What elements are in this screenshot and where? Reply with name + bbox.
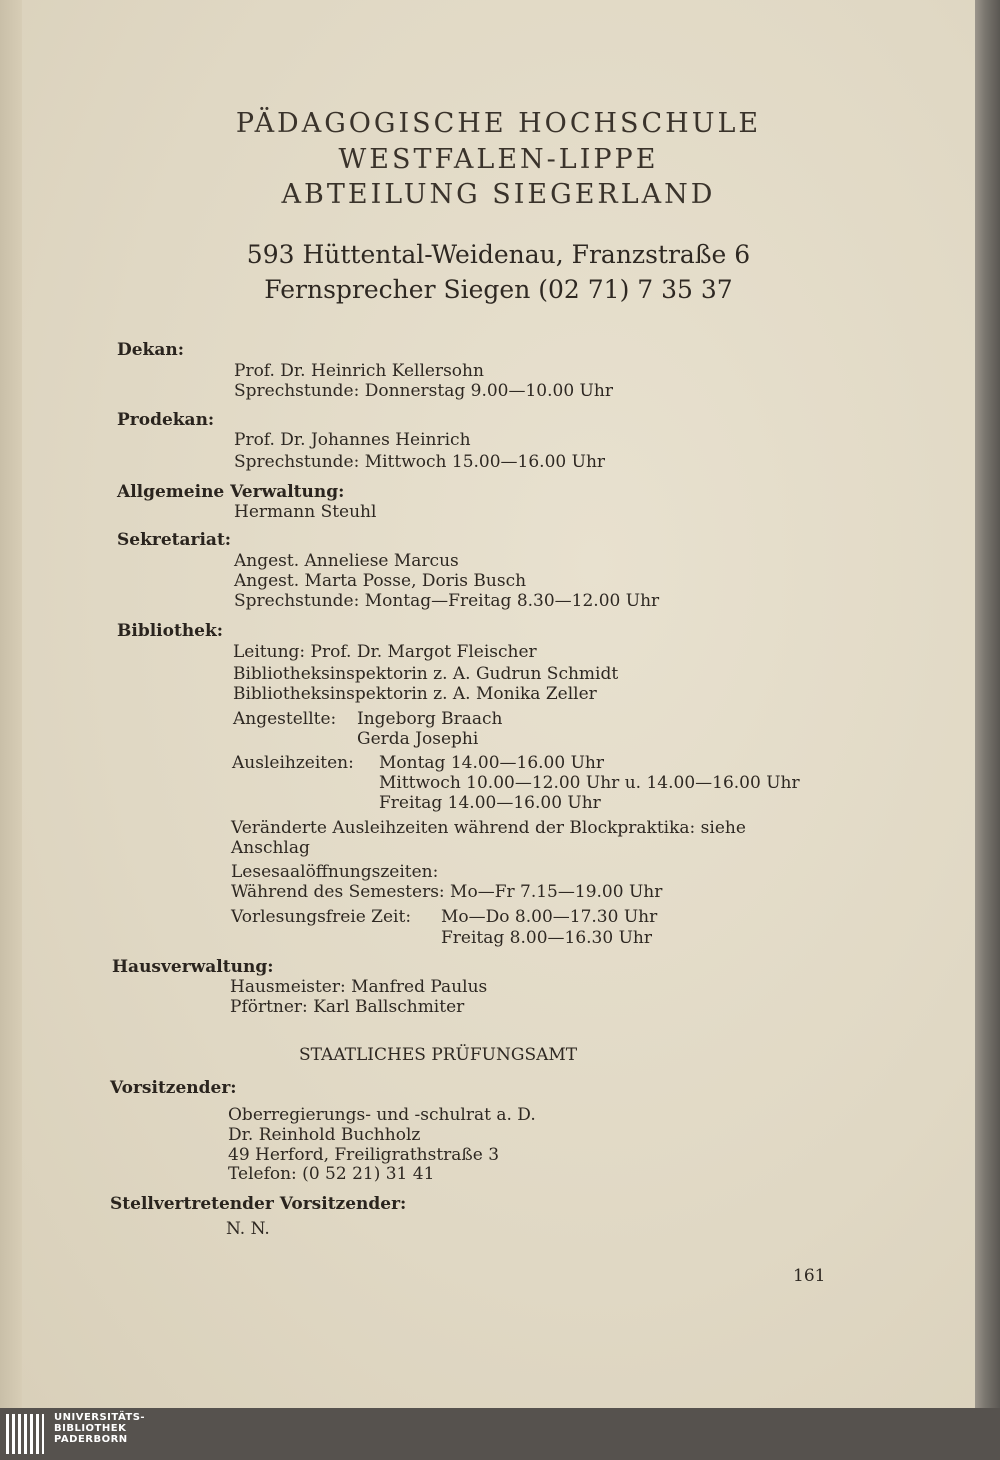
ausleih-mittwoch: Mittwoch 10.00—12.00 Uhr u. 14.00—16.00 Uhr (379, 773, 800, 793)
verwaltung-label: Allgemeine Verwaltung: (117, 482, 345, 502)
pfoertner: Pförtner: Karl Ballschmiter (230, 997, 465, 1017)
lesesaal-semester: Während des Semesters: Mo—Fr 7.15—19.00 Uhr (231, 882, 663, 902)
footer-bar (0, 1408, 1000, 1460)
sekretariat-line-2: Angest. Marta Posse, Doris Busch (234, 571, 527, 591)
vorlesungsfrei-mo-do: Mo—Do 8.00—17.30 Uhr (441, 907, 658, 927)
bibliothek-inspektorin-1: Bibliotheksinspektorin z. A. Gudrun Schmidt (233, 664, 619, 684)
verwaltung-name: Hermann Steuhl (234, 502, 377, 522)
sekretariat-line-1: Angest. Anneliese Marcus (234, 551, 459, 571)
ausleih-label: Ausleihzeiten: (232, 753, 354, 773)
page-edge (975, 0, 1000, 1408)
vorlesungsfrei-label: Vorlesungsfreie Zeit: (231, 907, 412, 927)
hausmeister: Hausmeister: Manfred Paulus (230, 977, 488, 997)
vorsitzender-telefon: Telefon: (0 52 21) 31 41 (228, 1164, 435, 1184)
prodekan-label: Prodekan: (117, 410, 215, 430)
stellvertreter-label: Stellvertretender Vorsitzender: (110, 1194, 407, 1214)
bibliothek-inspektorin-2: Bibliotheksinspektorin z. A. Monika Zeller (233, 684, 597, 704)
book-page (22, 0, 975, 1408)
library-logo-icon (6, 1414, 44, 1454)
dekan-label: Dekan: (117, 340, 184, 360)
ausleih-montag: Montag 14.00—16.00 Uhr (379, 753, 604, 773)
logo-line-1: UNIVERSITÄTS- (54, 1412, 146, 1423)
prodekan-name: Prof. Dr. Johannes Heinrich (234, 430, 471, 450)
blockpraktika-line-2: Anschlag (231, 838, 310, 858)
header-line-3: ABTEILUNG SIEGERLAND (281, 179, 716, 210)
dekan-name: Prof. Dr. Heinrich Kellersohn (234, 361, 484, 381)
header-phone: Fernsprecher Siegen (02 71) 7 35 37 (264, 275, 733, 304)
pruefungsamt-title: STAATLICHES PRÜFUNGSAMT (299, 1045, 578, 1065)
angestellte-1: Ingeborg Braach (357, 709, 503, 729)
header-line-2: WESTFALEN-LIPPE (338, 144, 659, 175)
book-spine (0, 0, 22, 1408)
angestellte-2: Gerda Josephi (357, 729, 479, 749)
bibliothek-label: Bibliothek: (117, 621, 224, 641)
vorsitzender-label: Vorsitzender: (110, 1078, 237, 1098)
vorsitzender-line-3: 49 Herford, Freiligrathstraße 3 (228, 1145, 500, 1165)
page-number: 161 (793, 1266, 826, 1286)
vorsitzender-line-1: Oberregierungs- und -schulrat a. D. (228, 1105, 536, 1125)
header-address: 593 Hüttental-Weidenau, Franzstraße 6 (246, 240, 751, 269)
logo-line-3: PADERBORN (54, 1434, 128, 1445)
logo-line-2: BIBLIOTHEK (54, 1423, 127, 1434)
sekretariat-hours: Sprechstunde: Montag—Freitag 8.30—12.00 Uhr (234, 591, 660, 611)
lesesaal-heading: Lesesaalöffnungszeiten: (231, 862, 439, 882)
bibliothek-leitung: Leitung: Prof. Dr. Margot Fleischer (233, 642, 537, 662)
sekretariat-label: Sekretariat: (117, 530, 232, 550)
angestellte-label: Angestellte: (233, 709, 337, 729)
library-logo-text (54, 1412, 145, 1445)
dekan-hours: Sprechstunde: Donnerstag 9.00—10.00 Uhr (234, 381, 613, 401)
header-line-1: PÄDAGOGISCHE HOCHSCHULE (235, 108, 762, 139)
hausverwaltung-label: Hausverwaltung: (112, 957, 274, 977)
ausleih-freitag: Freitag 14.00—16.00 Uhr (379, 793, 601, 813)
vorlesungsfrei-freitag: Freitag 8.00—16.30 Uhr (441, 928, 652, 948)
stellvertreter-name: N. N. (226, 1219, 270, 1239)
blockpraktika-line-1: Veränderte Ausleihzeiten während der Blockpraktika: siehe (231, 818, 746, 838)
prodekan-hours: Sprechstunde: Mittwoch 15.00—16.00 Uhr (234, 452, 606, 472)
vorsitzender-line-2: Dr. Reinhold Buchholz (228, 1125, 421, 1145)
